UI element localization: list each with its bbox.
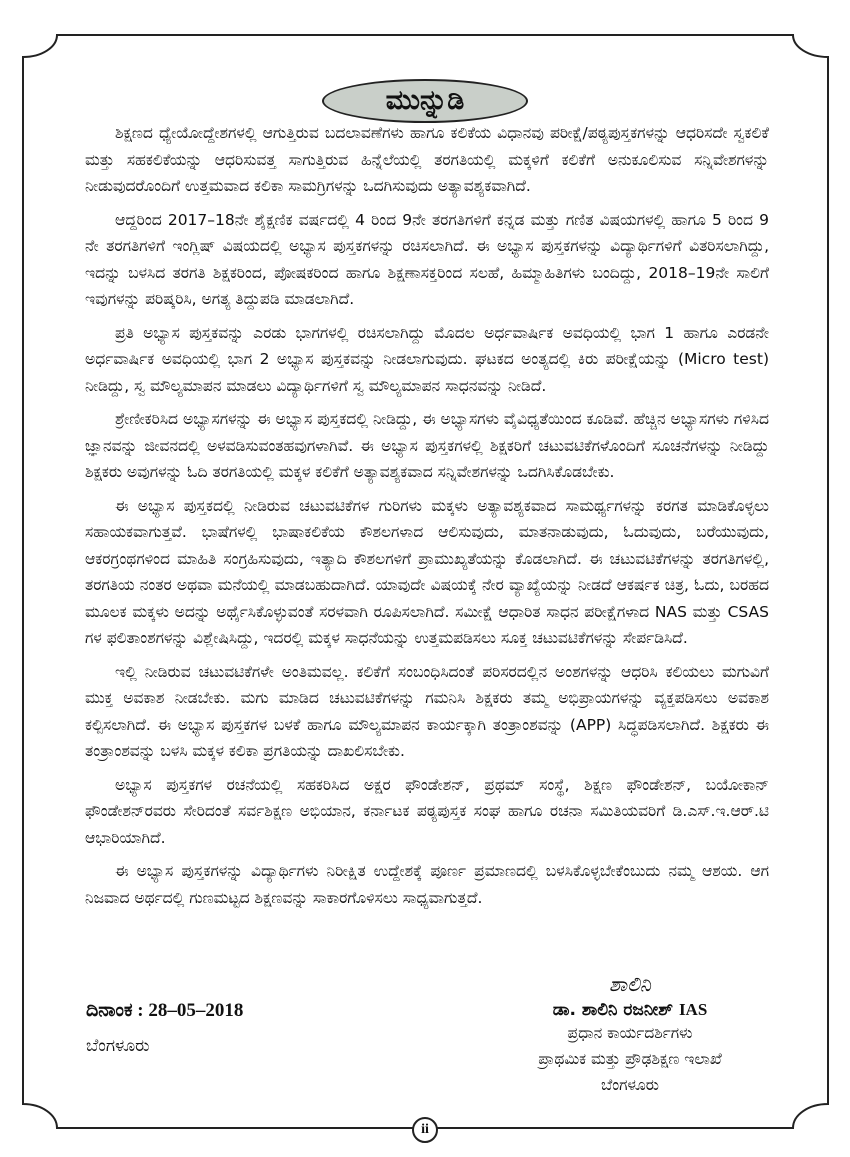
page-number: ii [412, 1117, 438, 1143]
paragraph: ಶಿಕ್ಷಣದ ಧ್ಯೇಯೋದ್ದೇಶಗಳಲ್ಲಿ ಆಗುತ್ತಿರುವ ಬದಲಾವಣೆಗಳು ಹಾಗೂ ಕಲಿಕೆಯ ವಿಧಾನವು ಪರೀಕ್ಷೆ/ಪಠ್ಯಪುಸ್ತಕಗಳನ್ನು ಆಧರಿಸದೇ ಸ್ವಕಲಿಕೆ ಮತ್ತು ಸಹಕಲಿಕೆಯನ್ನು ಆಧರಿಸುವತ್ತ ಸಾಗುತ್ತಿರುವ ಹಿನ್ನೆಲೆಯಲ್ಲಿ ತರಗತಿಯಲ್ಲಿ ಮಕ್ಕಳಿಗೆ ಕಲಿಕೆಗೆ ಅನುಕೂಲಿಸುವ ಸನ್ನಿವೇಶಗಳನ್ನು ನೀಡುವುದರೊಂದಿಗೆ ಉತ್ತಮವಾದ ಕಲಿಕಾ ಸಾಮಗ್ರಿಗಳನ್ನು ಒದಗಿಸುವುದು ಅತ್ಯಾವಶ್ಯಕವಾಗಿದೆ. [85, 124, 769, 195]
department: ಪ್ರಾಥಮಿಕ ಮತ್ತು ಪ್ರೌಢಶಿಕ್ಷಣ ಇಲಾಖೆ [538, 1050, 722, 1068]
page-title-text: ಮುನ್ನುಡಿ [385, 85, 465, 116]
paragraph: ಶ್ರೇಣೀಕರಿಸಿದ ಅಭ್ಯಾಸಗಳನ್ನು ಈ ಅಭ್ಯಾಸ ಪುಸ್ತಕದಲ್ಲಿ ನೀಡಿದ್ದು, ಈ ಅಭ್ಯಾಸಗಳು ವೈವಿಧ್ಯತೆಯಿಂದ ಕೂಡಿವೆ. ಹೆಚ್ಚಿನ ಅಭ್ಯಾಸಗಳು ಗಳಿಸಿದ ಜ್ಞಾನವನ್ನು ಜೀವನದಲ್ಲಿ ಅಳವಡಿಸುವಂತಹವುಗಳಾಗಿವೆ. ಈ ಅಭ್ಯಾಸ ಪುಸ್ತಕಗಳಲ್ಲಿ ಶಿಕ್ಷಕರಿಗೆ ಚಟುವಟಿಕೆಗಳೊಂದಿಗೆ ಸೂಚನೆಗಳನ್ನು ನೀಡಿದ್ದು ಶಿಕ್ಷಕರು ಅವುಗಳನ್ನು ಓದಿ ತರಗತಿಯಲ್ಲಿ ಮಕ್ಕಳ ಕಲಿಕೆಗೆ ಅತ್ಯಾವಶ್ಯಕವಾದ ಸನ್ನಿವೇಶಗಳನ್ನು ಒದಗಿಸಿಕೊಡಬೇಕು. [85, 410, 769, 481]
paragraph: ಪ್ರತಿ ಅಭ್ಯಾಸ ಪುಸ್ತಕವನ್ನು ಎರಡು ಭಾಗಗಳಲ್ಲಿ ರಚಿಸಲಾಗಿದ್ದು ಮೊದಲ ಅರ್ಧವಾರ್ಷಿಕ ಅವಧಿಯಲ್ಲಿ ಭಾಗ 1 ಹಾಗೂ ಎರಡನೇ ಅರ್ಧವಾರ್ಷಿಕ ಅವಧಿಯಲ್ಲಿ ಭಾಗ 2 ಅಭ್ಯಾಸ ಪುಸ್ತಕವನ್ನು ನೀಡಲಾಗುವುದು. ಘಟಕದ ಅಂತ್ಯದಲ್ಲಿ ಕಿರು ಪರೀಕ್ಷೆಯನ್ನು (Micro test) ನೀಡಿದ್ದು, ಸ್ವ ಮೌಲ್ಯಮಾಪನ ಮಾಡಲು ವಿದ್ಯಾರ್ಥಿಗಳಿಗೆ ಸ್ವ ಮೌಲ್ಯಮಾಪನ ಸಾಧನವನ್ನು ನೀಡಿದೆ. [85, 323, 769, 395]
designation: ಪ್ರಧಾನ ಕಾರ್ಯದರ್ಶಿಗಳು [567, 1024, 693, 1042]
city: ಬೆಂಗಳೂರು [601, 1076, 659, 1094]
signature-block [480, 972, 780, 1098]
date: ದಿನಾಂಕ : 28–05–2018 [86, 1000, 244, 1021]
paragraph: ಈ ಅಭ್ಯಾಸ ಪುಸ್ತಕದಲ್ಲಿ ನೀಡಿರುವ ಚಟುವಟಿಕೆಗಳ ಗುರಿಗಳು ಮಕ್ಕಳು ಅತ್ಯಾವಶ್ಯಕವಾದ ಸಾಮರ್ಥ್ಯಗಳನ್ನು ಕರಗತ ಮಾಡಿಕೊಳ್ಳಲು ಸಹಾಯಕವಾಗುತ್ತವೆ. ಭಾಷೆಗಳಲ್ಲಿ ಭಾಷಾಕಲಿಕೆಯ ಕೌಶಲಗಳಾದ ಆಲಿಸುವುದು, ಮಾತನಾಡುವುದು, ಓದುವುದು, ಬರೆಯುವುದು, ಆಕರಗ್ರಂಥಗಳಿಂದ ಮಾಹಿತಿ ಸಂಗ್ರಹಿಸುವುದು, ಇತ್ಯಾದಿ ಕೌಶಲಗಳಿಗೆ ಪ್ರಾಮುಖ್ಯತೆಯನ್ನು ಕೊಡಲಾಗಿದೆ. ಈ ಚಟುವಟಿಕೆಗಳನ್ನು ತರಗತಿಗಳಲ್ಲಿ, ತರಗತಿಯ ನಂತರ ಅಥವಾ ಮನೆಯಲ್ಲಿ ಮಾಡಬಹುದಾಗಿದೆ. ಯಾವುದೇ ವಿಷಯಕ್ಕೆ ನೇರ ವ್ಯಾಖ್ಯೆಯನ್ನು ನೀಡದೆ ಆಕರ್ಷಕ ಚಿತ್ರ, ಓದು, ಬರಹದ ಮೂಲಕ ಮಕ್ಕಳು ಅದನ್ನು ಅರ್ಥೈಸಿಕೊಳ್ಳುವಂತೆ ಸರಳವಾಗಿ ರೂಪಿಸಲಾಗಿದೆ. ಸಮೀಕ್ಷೆ ಆಧಾರಿತ ಸಾಧನ ಪರೀಕ್ಷೆಗಳಾದ NAS ಮತ್ತು CSAS ಗಳ ಫಲಿತಾಂಶಗಳನ್ನು ವಿಶ್ಲೇಷಿಸಿದ್ದು, ಇದರಲ್ಲಿ ಮಕ್ಕಳ ಸಾಧನೆಯನ್ನು ಉತ್ತಮಪಡಿಸಲು ಸೂಕ್ತ ಚಟುವಟಿಕೆಗಳನ್ನು ಸೇರ್ಪಡಿಸಿದೆ. [85, 496, 769, 647]
paragraph: ಆದ್ದರಿಂದ 2017–18ನೇ ಶೈಕ್ಷಣಿಕ ವರ್ಷದಲ್ಲಿ 4 ರಿಂದ 9ನೇ ತರಗತಿಗಳಿಗೆ ಕನ್ನಡ ಮತ್ತು ಗಣಿತ ವಿಷಯಗಳಲ್ಲಿ ಹಾಗೂ 5 ರಿಂದ 9 ನೇ ತರಗತಿಗಳಿಗೆ ಇಂಗ್ಲಿಷ್ ವಿಷಯದಲ್ಲಿ ಅಭ್ಯಾಸ ಪುಸ್ತಕಗಳನ್ನು ರಚಿಸಲಾಗಿದೆ. ಈ ಅಭ್ಯಾಸ ಪುಸ್ತಕಗಳನ್ನು ವಿದ್ಯಾರ್ಥಿಗಳಿಗೆ ವಿತರಿಸಲಾಗಿದ್ದು, ಇದನ್ನು ಬಳಸಿದ ತರಗತಿ ಶಿಕ್ಷಕರಿಂದ, ಪೋಷಕರಿಂದ ಹಾಗೂ ಶಿಕ್ಷಣಾಸಕ್ತರಿಂದ ಸಲಹೆ, ಹಿಮ್ಮಾಹಿತಿಗಳು ಬಂದಿದ್ದು, 2018–19ನೇ ಸಾಲಿಗೆ ಇವುಗಳನ್ನು ಪರಿಷ್ಕರಿಸಿ, ಅಗತ್ಯ ತಿದ್ದುಪಡಿ ಮಾಡಲಾಗಿದೆ. [85, 210, 769, 308]
signatory-name-text: ಡಾ. ಶಾಲಿನಿ ರಜನೀಶ್ [552, 1000, 674, 1020]
place: ಬೆಂಗಳೂರು [86, 1036, 150, 1056]
signatory-name [480, 1000, 780, 1020]
paragraph: ಇಲ್ಲಿ ನೀಡಿರುವ ಚಟುವಟಿಕೆಗಳೇ ಅಂತಿಮವಲ್ಲ. ಕಲಿಕೆಗೆ ಸಂಬಂಧಿಸಿದಂತೆ ಪರಿಸರದಲ್ಲಿನ ಅಂಶಗಳನ್ನು ಆಧರಿಸಿ ಕಲಿಯಲು ಮಗುವಿಗೆ ಮುಕ್ತ ಅವಕಾಶ ನೀಡಬೇಕು. ಮಗು ಮಾಡಿದ ಚಟುವಟಿಕೆಗಳನ್ನು ಗಮನಿಸಿ ಶಿಕ್ಷಕರು ತಮ್ಮ ಅಭಿಪ್ರಾಯಗಳನ್ನು ವ್ಯಕ್ತಪಡಿಸಲು ಅವಕಾಶ ಕಲ್ಪಿಸಲಾಗಿದೆ. ಈ ಅಭ್ಯಾಸ ಪುಸ್ತಕಗಳ ಬಳಕೆ ಹಾಗೂ ಮೌಲ್ಯಮಾಪನ ಕಾರ್ಯಕ್ಕಾಗಿ ತಂತ್ರಾಂಶವನ್ನು (APP) ಸಿದ್ಧಪಡಿಸಲಾಗಿದೆ. ಶಿಕ್ಷಕರು ಈ ತಂತ್ರಾಂಶವನ್ನು ಬಳಸಿ ಮಕ್ಕಳ ಕಲಿಕಾ ಪ್ರಗತಿಯನ್ನು ದಾಖಲಿಸಬೇಕು. [85, 662, 769, 760]
paragraph: ಈ ಅಭ್ಯಾಸ ಪುಸ್ತಕಗಳನ್ನು ವಿದ್ಯಾರ್ಥಿಗಳು ನಿರೀಕ್ಷಿತ ಉದ್ದೇಶಕ್ಕೆ ಪೂರ್ಣ ಪ್ರಮಾಣದಲ್ಲಿ ಬಳಸಿಕೊಳ್ಳಬೇಕೆಂಬುದು ನಮ್ಮ ಆಶಯ. ಆಗ ನಿಜವಾದ ಅರ್ಥದಲ್ಲಿ ಗುಣಮಟ್ಟದ ಶಿಕ್ಷಣವನ್ನು ಸಾಕಾರಗೊಳಿಸಲು ಸಾಧ್ಯವಾಗುತ್ತದೆ. [85, 862, 769, 907]
signature: ಶಾಲಿನಿ [609, 972, 651, 996]
document-body [85, 120, 769, 918]
paragraph: ಅಭ್ಯಾಸ ಪುಸ್ತಕಗಳ ರಚನೆಯಲ್ಲಿ ಸಹಕರಿಸಿದ ಅಕ್ಷರ ಫೌಂಡೇಶನ್, ಪ್ರಥಮ್ ಸಂಸ್ಥೆ, ಶಿಕ್ಷಣ ಫೌಂಡೇಶನ್, ಬಯೋಕಾನ್ ಫೌಂಡೇಶನ್‌ರವರು ಸೇರಿದಂತೆ ಸರ್ವಶಿಕ್ಷಣ ಅಭಿಯಾನ, ಕರ್ನಾಟಕ ಪಠ್ಯಪುಸ್ತಕ ಸಂಘ ಹಾಗೂ ರಚನಾ ಸಮಿತಿಯವರಿಗೆ ಡಿ.ಎಸ್.ಇ.ಆರ್.ಟಿ ಆಭಾರಿಯಾಗಿದೆ. [85, 775, 769, 847]
signatory-suffix: IAS [678, 1000, 708, 1019]
page-title [322, 79, 528, 123]
